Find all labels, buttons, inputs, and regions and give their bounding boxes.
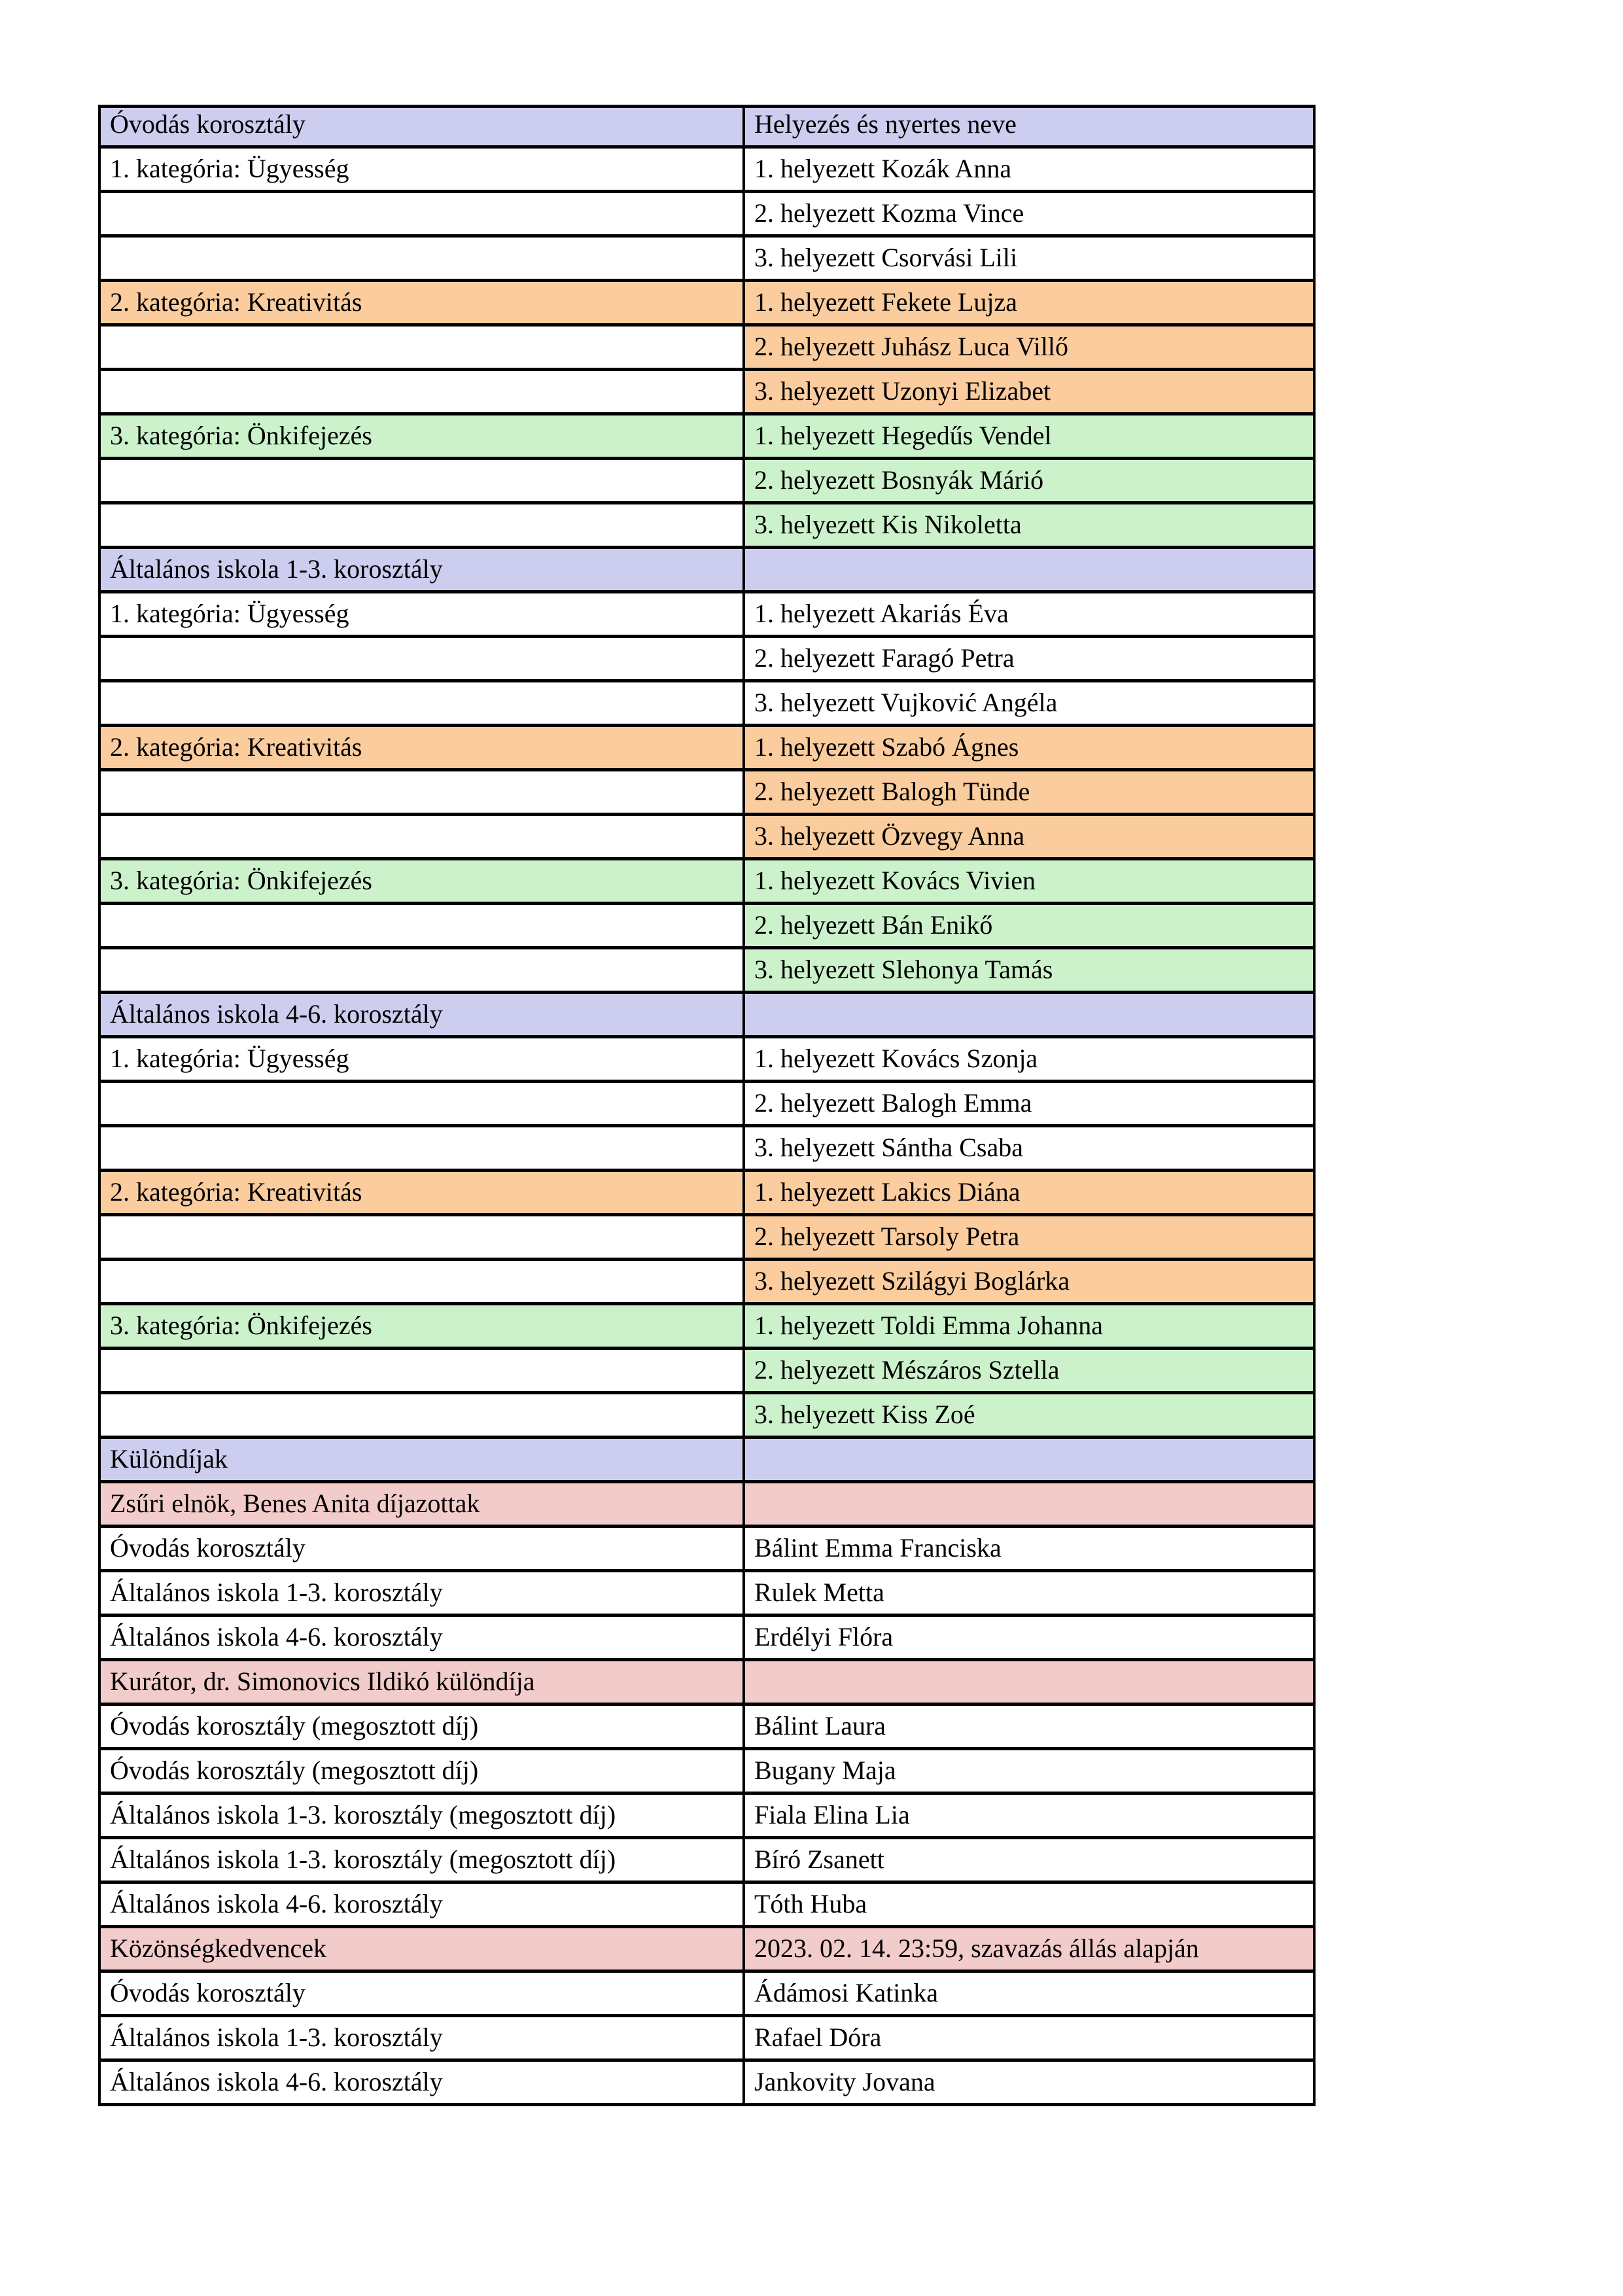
table-row: [99, 1971, 1314, 2016]
result-cell: Fiala Elina Lia: [744, 1793, 1314, 1838]
table-row: [99, 1215, 1314, 1260]
result-cell: 2. helyezett Bosnyák Márió: [744, 459, 1314, 503]
result-cell: Rulek Metta: [744, 1571, 1314, 1616]
result-cell: 2. helyezett Kozma Vince: [744, 192, 1314, 236]
result-cell: 2. helyezett Balogh Emma: [744, 1082, 1314, 1126]
result-cell: 1. helyezett Toldi Emma Johanna: [744, 1304, 1314, 1349]
table-row: [99, 1838, 1314, 1882]
table-row: [99, 1882, 1314, 1927]
table-row: [99, 1349, 1314, 1393]
table-row: [99, 592, 1314, 637]
category-cell: [99, 815, 744, 859]
table-row: [99, 1438, 1314, 1482]
result-cell: [744, 548, 1314, 592]
category-cell: 1. kategória: Ügyesség: [99, 1037, 744, 1082]
table-row: [99, 1571, 1314, 1616]
result-cell: 3. helyezett Kiss Zoé: [744, 1393, 1314, 1438]
result-cell: Jankovity Jovana: [744, 2060, 1314, 2105]
result-cell: 3. helyezett Szilágyi Boglárka: [744, 1260, 1314, 1304]
category-cell: 3. kategória: Önkifejezés: [99, 414, 744, 459]
result-cell: Bálint Laura: [744, 1704, 1314, 1749]
table-row: [99, 1660, 1314, 1704]
category-cell: Különdíjak: [99, 1438, 744, 1482]
result-cell: Bugany Maja: [744, 1749, 1314, 1793]
category-cell: Általános iskola 1-3. korosztály: [99, 548, 744, 592]
category-cell: Általános iskola 4-6. korosztály: [99, 993, 744, 1037]
result-cell: [744, 993, 1314, 1037]
result-cell: Bíró Zsanett: [744, 1838, 1314, 1882]
category-cell: 3. kategória: Önkifejezés: [99, 859, 744, 904]
table-row: [99, 192, 1314, 236]
result-cell: 2. helyezett Bán Enikő: [744, 904, 1314, 948]
table-row: [99, 503, 1314, 548]
table-row: [99, 147, 1314, 192]
category-cell: 2. kategória: Kreativitás: [99, 1171, 744, 1215]
table-row: [99, 859, 1314, 904]
result-cell: 2. helyezett Balogh Tünde: [744, 770, 1314, 815]
category-cell: [99, 1215, 744, 1260]
category-cell: [99, 1082, 744, 1126]
table-row: [99, 1793, 1314, 1838]
category-cell: [99, 236, 744, 281]
result-cell: 3. helyezett Özvegy Anna: [744, 815, 1314, 859]
results-table: [98, 105, 1316, 2106]
category-cell: [99, 503, 744, 548]
result-cell: 2. helyezett Tarsoly Petra: [744, 1215, 1314, 1260]
category-cell: Zsűri elnök, Benes Anita díjazottak: [99, 1482, 744, 1527]
category-cell: [99, 637, 744, 681]
result-cell: 1. helyezett Lakics Diána: [744, 1171, 1314, 1215]
category-cell: Általános iskola 1-3. korosztály (megosztott díj): [99, 1838, 744, 1882]
result-cell: 2. helyezett Faragó Petra: [744, 637, 1314, 681]
result-cell: 3. helyezett Csorvási Lili: [744, 236, 1314, 281]
table-row: [99, 236, 1314, 281]
result-cell: Bálint Emma Franciska: [744, 1527, 1314, 1571]
result-cell: 3. helyezett Slehonya Tamás: [744, 948, 1314, 993]
result-cell: Rafael Dóra: [744, 2016, 1314, 2060]
result-cell: 2. helyezett Juhász Luca Villő: [744, 325, 1314, 370]
result-cell: 3. helyezett Vujković Angéla: [744, 681, 1314, 726]
table-row: [99, 1927, 1314, 1971]
category-cell: Közönségkedvencek: [99, 1927, 744, 1971]
result-cell: 1. helyezett Fekete Lujza: [744, 281, 1314, 325]
table-row: [99, 414, 1314, 459]
category-cell: 2. kategória: Kreativitás: [99, 281, 744, 325]
category-cell: [99, 325, 744, 370]
result-cell: 2023. 02. 14. 23:59, szavazás állás alapján: [744, 1927, 1314, 1971]
category-cell: Óvodás korosztály (megosztott díj): [99, 1704, 744, 1749]
category-cell: 2. kategória: Kreativitás: [99, 726, 744, 770]
category-cell: [99, 681, 744, 726]
table-row: [99, 548, 1314, 592]
result-cell: Helyezés és nyertes neve: [744, 107, 1314, 147]
category-cell: Óvodás korosztály: [99, 107, 744, 147]
table-row: [99, 325, 1314, 370]
category-cell: Általános iskola 4-6. korosztály: [99, 1882, 744, 1927]
table-row: [99, 1260, 1314, 1304]
table-row: [99, 459, 1314, 503]
table-row: [99, 637, 1314, 681]
category-cell: [99, 1393, 744, 1438]
table-row: [99, 904, 1314, 948]
category-cell: [99, 770, 744, 815]
table-row: [99, 1393, 1314, 1438]
result-cell: 1. helyezett Hegedűs Vendel: [744, 414, 1314, 459]
category-cell: [99, 948, 744, 993]
result-cell: Erdélyi Flóra: [744, 1616, 1314, 1660]
table-row: [99, 1082, 1314, 1126]
table-row: [99, 281, 1314, 325]
table-row: [99, 726, 1314, 770]
result-cell: 1. helyezett Kovács Vivien: [744, 859, 1314, 904]
category-cell: [99, 370, 744, 414]
table-row: [99, 681, 1314, 726]
category-cell: Általános iskola 4-6. korosztály: [99, 1616, 744, 1660]
result-cell: 1. helyezett Kozák Anna: [744, 147, 1314, 192]
table-row: [99, 1749, 1314, 1793]
category-cell: Általános iskola 1-3. korosztály: [99, 2016, 744, 2060]
table-row: [99, 993, 1314, 1037]
result-cell: 3. helyezett Sántha Csaba: [744, 1126, 1314, 1171]
category-cell: Általános iskola 1-3. korosztály (megosztott díj): [99, 1793, 744, 1838]
table-row: [99, 770, 1314, 815]
category-cell: Általános iskola 4-6. korosztály: [99, 2060, 744, 2105]
category-cell: [99, 192, 744, 236]
category-cell: Óvodás korosztály: [99, 1971, 744, 2016]
table-row: [99, 1126, 1314, 1171]
result-cell: Tóth Huba: [744, 1882, 1314, 1927]
category-cell: [99, 904, 744, 948]
result-cell: Ádámosi Katinka: [744, 1971, 1314, 2016]
result-cell: [744, 1482, 1314, 1527]
category-cell: [99, 1260, 744, 1304]
table-row: [99, 1304, 1314, 1349]
table-row: [99, 1171, 1314, 1215]
table-row: [99, 1704, 1314, 1749]
result-cell: [744, 1438, 1314, 1482]
table-row: [99, 1037, 1314, 1082]
category-cell: Óvodás korosztály: [99, 1527, 744, 1571]
table-row: [99, 1527, 1314, 1571]
category-cell: [99, 1126, 744, 1171]
table-row: [99, 1616, 1314, 1660]
table-row: [99, 948, 1314, 993]
results-table-body: [99, 107, 1314, 2105]
category-cell: Óvodás korosztály (megosztott díj): [99, 1749, 744, 1793]
result-cell: 1. helyezett Szabó Ágnes: [744, 726, 1314, 770]
header-row: [99, 107, 1314, 147]
result-cell: 1. helyezett Kovács Szonja: [744, 1037, 1314, 1082]
result-cell: 1. helyezett Akariás Éva: [744, 592, 1314, 637]
category-cell: Kurátor, dr. Simonovics Ildikó különdíja: [99, 1660, 744, 1704]
category-cell: Általános iskola 1-3. korosztály: [99, 1571, 744, 1616]
category-cell: 1. kategória: Ügyesség: [99, 592, 744, 637]
category-cell: 3. kategória: Önkifejezés: [99, 1304, 744, 1349]
category-cell: [99, 459, 744, 503]
table-row: [99, 2060, 1314, 2105]
result-cell: 3. helyezett Uzonyi Elizabet: [744, 370, 1314, 414]
result-cell: [744, 1660, 1314, 1704]
table-row: [99, 370, 1314, 414]
category-cell: [99, 1349, 744, 1393]
table-row: [99, 2016, 1314, 2060]
category-cell: 1. kategória: Ügyesség: [99, 147, 744, 192]
result-cell: 3. helyezett Kis Nikoletta: [744, 503, 1314, 548]
table-row: [99, 1482, 1314, 1527]
result-cell: 2. helyezett Mészáros Sztella: [744, 1349, 1314, 1393]
table-row: [99, 815, 1314, 859]
